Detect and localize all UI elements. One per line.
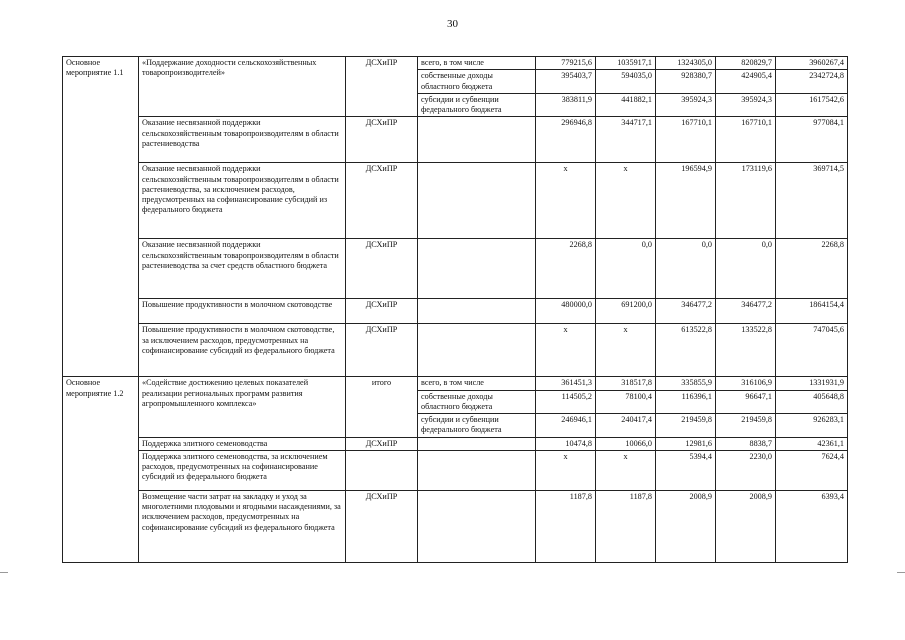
value-cell: 346477,2 (716, 299, 776, 324)
value-cell: 1331931,9 (776, 377, 848, 390)
executor-cell (346, 450, 418, 490)
table-row (63, 437, 848, 450)
value-cell: 316106,9 (716, 377, 776, 390)
value-cell: 1187,8 (596, 490, 656, 562)
value-cell: 246946,1 (536, 414, 596, 438)
value-cell: 395924,3 (656, 93, 716, 117)
value-cell: х (536, 450, 596, 490)
value-cell: 5394,4 (656, 450, 716, 490)
value-cell: 346477,2 (656, 299, 716, 324)
funding-source-cell: собственные доходы областного бюджета (418, 70, 536, 94)
table-row (63, 57, 848, 70)
value-cell: 691200,0 (596, 299, 656, 324)
value-cell: 613522,8 (656, 324, 716, 377)
executor-cell: ДСХиПР (346, 117, 418, 163)
value-cell: 335855,9 (656, 377, 716, 390)
value-cell: 8838,7 (716, 437, 776, 450)
value-cell: 977084,1 (776, 117, 848, 163)
executor-cell: ДСХиПР (346, 490, 418, 562)
value-cell: 296946,8 (536, 117, 596, 163)
main-activity-cell: Основное мероприятие 1.2 (63, 377, 139, 563)
value-cell: 0,0 (716, 239, 776, 299)
table-row (63, 163, 848, 239)
value-cell: 383811,9 (536, 93, 596, 117)
value-cell: 1187,8 (536, 490, 596, 562)
value-cell: 318517,8 (596, 377, 656, 390)
value-cell: 820829,7 (716, 57, 776, 70)
activity-name-cell: Поддержка элитного семеноводства (139, 437, 346, 450)
value-cell: 42361,1 (776, 437, 848, 450)
table-row (63, 377, 848, 390)
activity-name-cell: Повышение продуктивности в молочном скотоводстве, за исключением расходов, предусмотренных на софинансирование субсидий из федерального бюджета (139, 324, 346, 377)
activity-name-cell: Оказание несвязанной поддержки сельскохозяйственным товаропроизводителям в области растениеводства (139, 117, 346, 163)
value-cell: 1617542,6 (776, 93, 848, 117)
value-cell: 10474,8 (536, 437, 596, 450)
value-cell: 779215,6 (536, 57, 596, 70)
value-cell: 96647,1 (716, 390, 776, 414)
main-activity-cell: Основное мероприятие 1.1 (63, 57, 139, 377)
activity-name-cell: Оказание несвязанной поддержки сельскохозяйственным товаропроизводителям в области растениеводства, за исключением расходов, предусмотренных на софинансирование субсидий из федерального бюджета (139, 163, 346, 239)
value-cell: 928380,7 (656, 70, 716, 94)
table-row (63, 324, 848, 377)
page-number: 30 (447, 18, 458, 30)
executor-cell: ДСХиПР (346, 163, 418, 239)
executor-cell: итого (346, 377, 418, 437)
table-row (63, 450, 848, 490)
value-cell: 2342724,8 (776, 70, 848, 94)
funding-source-cell: собственные доходы областного бюджета (418, 390, 536, 414)
funding-source-cell (418, 117, 536, 163)
value-cell: 361451,3 (536, 377, 596, 390)
value-cell: 0,0 (656, 239, 716, 299)
value-cell: 116396,1 (656, 390, 716, 414)
funding-source-cell (418, 324, 536, 377)
value-cell: 133522,8 (716, 324, 776, 377)
crop-mark-left (0, 572, 8, 573)
value-cell: х (596, 163, 656, 239)
table-row (63, 490, 848, 562)
value-cell: 2268,8 (776, 239, 848, 299)
table-row (63, 299, 848, 324)
activity-name-cell: «Содействие достижению целевых показателей реализации региональных программ развития агропромышленного комплекса» (139, 377, 346, 437)
value-cell: 405648,8 (776, 390, 848, 414)
value-cell: 219459,8 (716, 414, 776, 438)
value-cell: 10066,0 (596, 437, 656, 450)
value-cell: 441882,1 (596, 93, 656, 117)
value-cell: 240417,4 (596, 414, 656, 438)
activity-name-cell: Возмещение части затрат на закладку и уход за многолетними плодовыми и ягодными насаждениями, за исключением расходов, предусмотренных на софинансирование субсидий из федерального бюджета (139, 490, 346, 562)
funding-source-cell (418, 299, 536, 324)
value-cell: 173119,6 (716, 163, 776, 239)
value-cell: 167710,1 (716, 117, 776, 163)
value-cell: 594035,0 (596, 70, 656, 94)
value-cell: 3960267,4 (776, 57, 848, 70)
value-cell: 0,0 (596, 239, 656, 299)
executor-cell: ДСХиПР (346, 299, 418, 324)
funding-source-cell (418, 163, 536, 239)
activity-name-cell: Повышение продуктивности в молочном скотоводстве (139, 299, 346, 324)
funding-source-cell: субсидии и субвенции федерального бюджета (418, 93, 536, 117)
funding-source-cell: субсидии и субвенции федерального бюджета (418, 414, 536, 438)
table-row (63, 117, 848, 163)
value-cell: 2008,9 (716, 490, 776, 562)
funding-source-cell (418, 239, 536, 299)
value-cell: 369714,5 (776, 163, 848, 239)
value-cell: 2230,0 (716, 450, 776, 490)
value-cell: 7624,4 (776, 450, 848, 490)
executor-cell: ДСХиПР (346, 57, 418, 117)
value-cell: 344717,1 (596, 117, 656, 163)
value-cell: 196594,9 (656, 163, 716, 239)
crop-mark-right (897, 572, 905, 573)
value-cell: 747045,6 (776, 324, 848, 377)
value-cell: х (596, 324, 656, 377)
value-cell: х (536, 163, 596, 239)
value-cell: х (536, 324, 596, 377)
executor-cell: ДСХиПР (346, 324, 418, 377)
value-cell: 2008,9 (656, 490, 716, 562)
budget-table (62, 56, 848, 563)
value-cell: 219459,8 (656, 414, 716, 438)
funding-source-cell (418, 437, 536, 450)
value-cell: 395924,3 (716, 93, 776, 117)
table-row (63, 239, 848, 299)
value-cell: 480000,0 (536, 299, 596, 324)
value-cell: 6393,4 (776, 490, 848, 562)
executor-cell: ДСХиПР (346, 239, 418, 299)
value-cell: х (596, 450, 656, 490)
value-cell: 1864154,4 (776, 299, 848, 324)
value-cell: 167710,1 (656, 117, 716, 163)
value-cell: 12981,6 (656, 437, 716, 450)
value-cell: 78100,4 (596, 390, 656, 414)
activity-name-cell: Поддержка элитного семеноводства, за исключением расходов, предусмотренных на софинансирование субсидий из федерального бюджета (139, 450, 346, 490)
funding-source-cell (418, 450, 536, 490)
value-cell: 114505,2 (536, 390, 596, 414)
value-cell: 1324305,0 (656, 57, 716, 70)
value-cell: 2268,8 (536, 239, 596, 299)
funding-source-cell (418, 490, 536, 562)
activity-name-cell: Оказание несвязанной поддержки сельскохозяйственным товаропроизводителям в области растениеводства за счет средств областного бюджета (139, 239, 346, 299)
value-cell: 926283,1 (776, 414, 848, 438)
executor-cell: ДСХиПР (346, 437, 418, 450)
value-cell: 395403,7 (536, 70, 596, 94)
funding-source-cell: всего, в том числе (418, 377, 536, 390)
activity-name-cell: «Поддержание доходности сельскохозяйственных товаропроизводителей» (139, 57, 346, 117)
value-cell: 1035917,1 (596, 57, 656, 70)
value-cell: 424905,4 (716, 70, 776, 94)
funding-source-cell: всего, в том числе (418, 57, 536, 70)
